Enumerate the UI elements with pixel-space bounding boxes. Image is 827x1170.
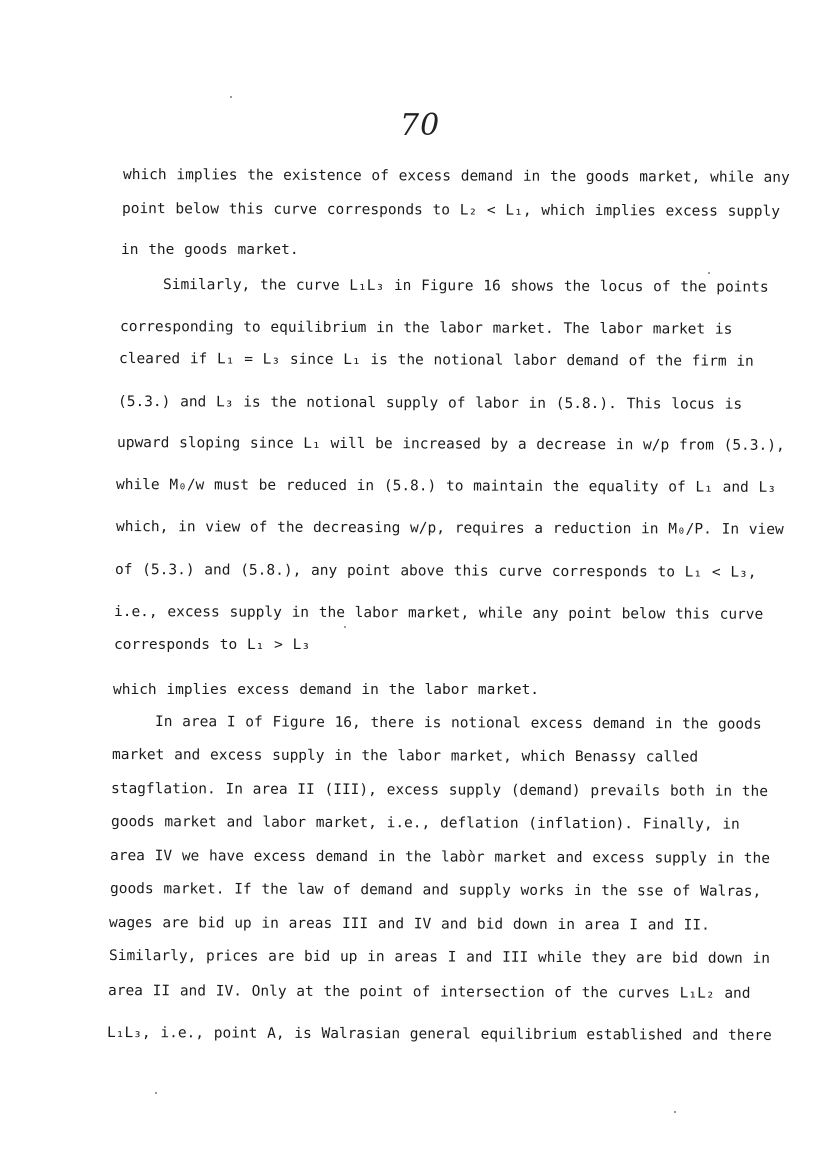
text-line: In area I of Figure 16, there is notional excess demand in the goods bbox=[154, 714, 762, 733]
text-line: which implies the existence of excess demand in the goods market, while any bbox=[122, 167, 790, 186]
text-line: area IV we have excess demand in the labòr market and excess supply in the bbox=[109, 848, 771, 867]
text-line: market and excess supply in the labor market, which Benassy called bbox=[111, 747, 699, 766]
text-line: Similarly, the curve L₁L₃ in Figure 16 shows the locus of the points bbox=[162, 277, 769, 296]
text-line: goods market. If the law of demand and supply works in the sse of Walras, bbox=[109, 881, 762, 900]
text-line: corresponds to L₁ > L₃ bbox=[114, 637, 311, 653]
scan-speck bbox=[708, 272, 710, 274]
scan-speck bbox=[155, 1092, 157, 1094]
text-line: Similarly, prices are bid up in areas I and III while they are bid down in bbox=[108, 948, 771, 967]
text-line: upward sloping since L₁ will be increased by a decrease in w/p from (5.3.), bbox=[116, 435, 785, 454]
text-line: L₁L₃, i.e., point A, is Walrasian general equilibrium established and there bbox=[106, 1025, 772, 1044]
scan-speck bbox=[344, 626, 346, 628]
text-line: which, in view of the decreasing w/p, requires a reduction in M₀/P. In view bbox=[115, 519, 784, 538]
text-line: corresponding to equilibrium in the labor market. The labor market is bbox=[119, 319, 733, 338]
text-line: of (5.3.) and (5.8.), any point above this curve corresponds to L₁ < L₃, bbox=[114, 562, 757, 581]
scan-speck bbox=[230, 96, 232, 98]
text-line: wages are bid up in areas III and IV and bid down in area I and II. bbox=[108, 915, 710, 934]
text-line: point below this curve corresponds to L₂ < L₁, which implies excess supply bbox=[121, 201, 781, 220]
text-line: (5.3.) and L₃ is the notional supply of labor in (5.8.). This locus is bbox=[117, 394, 743, 413]
text-line: cleared if L₁ = L₃ since L₁ is the notional labor demand of the firm in bbox=[118, 351, 754, 370]
text-line: goods market and labor market, i.e., deflation (inflation). Finally, in bbox=[110, 814, 740, 833]
page-number: 70 bbox=[400, 108, 441, 143]
text-line: which implies excess demand in the labor market. bbox=[113, 682, 540, 698]
scan-speck bbox=[674, 1111, 676, 1113]
text-line: i.e., excess supply in the labor market, while any point below this curve bbox=[113, 604, 764, 623]
text-line: in the goods market. bbox=[121, 242, 299, 258]
text-line: area II and IV. Only at the point of intersection of the curves L₁L₂ and bbox=[107, 983, 751, 1002]
text-line: while M₀/w must be reduced in (5.8.) to maintain the equality of L₁ and L₃ bbox=[115, 477, 777, 496]
text-line: stagflation. In area II (III), excess supply (demand) prevails both in the bbox=[110, 781, 769, 800]
